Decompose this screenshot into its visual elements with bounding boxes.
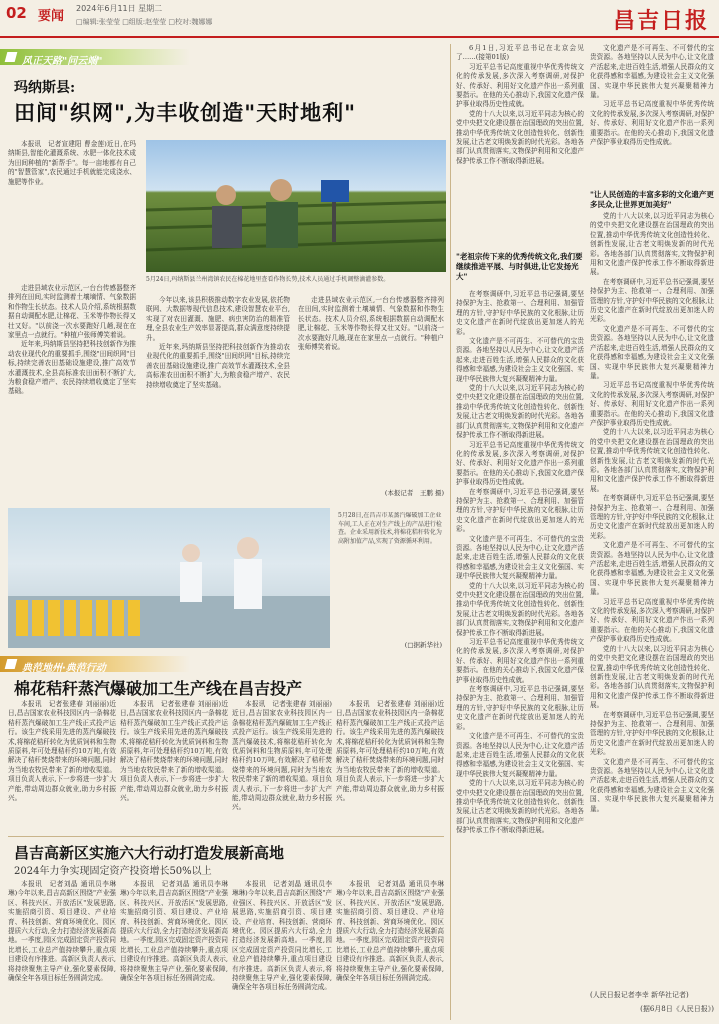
factory-photo <box>8 508 330 648</box>
paragraph: 文化遗产是不可再生、不可替代的宝贵资源。各地坚持以人民为中心,让文化遗产活起来,走进百姓生活,增强人民群众的文化获得感和幸福感,为建设社会主义文化强国、实现中华民族伟大复兴凝聚精神力量。 <box>590 44 714 100</box>
column-divider <box>450 44 451 1020</box>
paragraph: 习近平总书记高度重视中华优秀传统文化的传承发展,多次深入考察调研,对保护好、传承好、利用好文化遗产作出一系列重要指示。在他的关心推动下,我国文化遗产保护事业取得历史性成就。 <box>456 440 584 487</box>
story2-headline: 棉花秸秆蒸汽爆破加工生产线在昌吉投产 <box>14 679 303 698</box>
story1-kicker: 玛纳斯县: <box>14 80 76 96</box>
paragraph: 习近平总书记高度重视中华优秀传统文化的传承发展,多次深入考察调研,对保护好、传承好、利用好文化遗产作出一系列重要指示。在他的关心推动下,我国文化遗产保护事业取得历史性成就。 <box>456 638 584 684</box>
farm-photo <box>146 140 446 272</box>
story4-subhead-1: "老祖宗传下来的优秀传统文化,我们要继续推进平展、与时俱进,让它发扬光大" <box>456 252 583 281</box>
story2-col3 <box>232 700 332 832</box>
paragraph: 党的十八大以来,以习近平同志为核心的党中央把文化建设摆在治国理政的突出位置,推动中华优秀传统文化创造性转化、创新性发展,让古老文明焕发新的时代光彩。各地各部门认真贯彻落实,文物保护利用和文化遗产保护传承工作不断取得新进展。 <box>590 212 714 277</box>
paragraph: 习近平总书记高度重视中华优秀传统文化的传承发展,多次深入考察调研,对保护好、传承好、利用好文化遗产作出一系列重要指示。在他的关心推动下,我国文化遗产保护事业取得历史性成就。 <box>456 62 584 109</box>
paragraph: 近年来,玛纳斯县坚持把科技创新作为推动农业现代化的重要抓手,围绕"田间织网"目标,持续完善农田基础设施建设,推广高效节水灌溉技术,全县高标准农田面积不断扩大,为粮食稳产增产、农民持续增收奠定了坚实基础。 <box>146 343 290 389</box>
paragraph: 今年以来,该县积极推动数字农业发展,依托物联网、大数据等现代信息技术,建设智慧农业平台,实现了对农田灌溉、施肥、病虫害防治的精准管理,全县农业生产效率显著提高,群众满意度持续提升。 <box>146 296 290 342</box>
paragraph: 文化遗产是不可再生、不可替代的宝贵资源。各地坚持以人民为中心,让文化遗产活起来,走进百姓生活,增强人民群众的文化获得感和幸福感,为建设社会主义文化强国、实现中华民族伟大复兴凝聚精神力量。 <box>590 324 714 380</box>
paragraph: 本报讯 记者刘晶 通讯员李琳琳)今年以来,昌吉高新区围绕"产业强区、科技兴区、开放活区"发展思路,实施招商引资、项目建设、产业培育、科技创新、营商环境优化、园区提质六大行动,全力打造经济发展新高地。一季度,园区完成固定资产投资同比增长,工业总产值持续攀升,重点项目建设有序推进。高新区负责人表示,将持续聚焦主导产业,强化要素保障,确保全年各项目标任务圆满完成。 <box>232 880 332 992</box>
story4-subhead-2: "让人民创造的丰富多彩的文化遗产更多民众,让世界更加美好" <box>590 190 714 209</box>
story3-col4 <box>336 880 444 1018</box>
paragraph: 党的十八大以来,以习近平同志为核心的党中央把文化建设摆在治国理政的突出位置,推动中华优秀传统文化创造性转化、创新性发展,让古老文明焕发新的时代光彩。各地各部门认真贯彻落实,文物保护利用和文化遗产保护传承工作不断取得新进展。 <box>590 428 714 493</box>
paragraph: 本报讯 记者宣建阳 曹金莲)近日,在玛纳斯县,智能化灌溉系统、水肥一体化技术成为田间种植的"新帮手"。每一亩地都有自己的"智慧管家",农民通过手机就能完成浇水、施肥等作业。 <box>8 140 136 186</box>
story1-body-col1b <box>8 284 136 502</box>
story4-col2a <box>590 44 714 184</box>
paragraph: 在考察调研中,习近平总书记强调,要坚持保护为主、抢救第一、合理利用、加强管理的方针,守护好中华民族的文化根脉,让历史文化遗产在新时代绽放出更加迷人的光彩。 <box>456 685 584 731</box>
story3-headline: 昌吉高新区实施六大行动打造发展新高地 <box>14 844 285 862</box>
paragraph: 习近平总书记高度重视中华优秀传统文化的传承发展,多次深入考察调研,对保护好、传承好、利用好文化遗产作出一系列重要指示。在他的关心推动下,我国文化遗产保护事业取得历史性成就。 <box>590 597 714 644</box>
paragraph: 习近平总书记高度重视中华优秀传统文化的传承发展,多次深入考察调研,对保护好、传承好、利用好文化遗产作出一系列重要指示。在他的关心推动下,我国文化遗产保护事业取得历史性成就。 <box>590 100 714 147</box>
factory-photo-caption: 5月28日,在昌吉市某蒸汽爆破加工企业车间,工人正在对生产线上的产品进行检查。企业采用新技术,将棉花秸秆转化为高附加值产品,实现了资源循环利用。 <box>338 512 442 545</box>
paragraph: 6月1日,习近平总书记在北京会见了……(接第01版) <box>456 44 584 62</box>
paragraph: 走进县域农业示范区,一台台传感器整齐排列在田间,实时监测着土壤墒情、气象数据和作物生长状态。技术人员介绍,系统根据数据自动调配水肥,让棉花、玉米等作物长得又壮又好。"以前浇一次水要跑好几趟,现在在家里点一点就行。"种植户张师傅笑着说。 <box>298 296 444 352</box>
page-header <box>0 0 719 38</box>
paragraph: 党的十八大以来,以习近平同志为核心的党中央把文化建设摆在治国理政的突出位置,推动中华优秀传统文化创造性转化、创新性发展,让古老文明焕发新的时代光彩。各地各部门认真贯彻落实,文物保护利用和文化遗产保护传承工作不断取得新进展。 <box>590 644 714 710</box>
paragraph: 本报讯 记者刘晶 通讯员李琳琳)今年以来,昌吉高新区围绕"产业强区、科技兴区、开放活区"发展思路,实施招商引资、项目建设、产业培育、科技创新、营商环境优化、园区提质六大行动,全力打造经济发展新高地。一季度,园区完成固定资产投资同比增长,工业总产值持续攀升,重点项目建设有序推进。高新区负责人表示,将持续聚焦主导产业,强化要素保障,确保全年各项目标任务圆满完成。 <box>120 880 228 983</box>
paragraph: 本报讯 记者张建春 刘丽丽)近日,昌吉国家农业科技园区内一条棉花秸秆蒸汽爆破加工生产线正式投产运行。该生产线采用先进的蒸汽爆破技术,将棉花秸秆转化为优质饲料和生物质原料,年可处理秸秆约10万吨,有效解决了秸秆焚烧带来的环境问题,同时为当地农牧民带来了新的增收渠道。项目负责人表示,下一步将进一步扩大产能,带动周边群众就业,助力乡村振兴。 <box>120 700 228 803</box>
paragraph: 在考察调研中,习近平总书记强调,要坚持保护为主、抢救第一、合理利用、加强管理的方针,守护好中华民族的文化根脉,让历史文化遗产在新时代绽放出更加迷人的光彩。 <box>456 290 584 336</box>
paragraph: 党的十八大以来,以习近平同志为核心的党中央把文化建设摆在治国理政的突出位置,推动中华优秀传统文化创造性转化、创新性发展,让古老文明焕发新的时代光彩。各地各部门认真贯彻落实,文物保护利用和文化遗产保护传承工作不断取得新进展。 <box>456 779 584 835</box>
paragraph: 在考察调研中,习近平总书记强调,要坚持保护为主、抢救第一、合理利用、加强管理的方针,守护好中华民族的文化根脉,让历史文化遗产在新时代绽放出更加迷人的光彩。 <box>456 487 584 534</box>
story1-body-col3 <box>298 296 444 486</box>
section-name: 要闻 <box>38 9 65 24</box>
story1-headline: 田间"织网",为丰收创造"天时地利" <box>14 100 357 125</box>
paragraph: 走进县域农业示范区,一台台传感器整齐排列在田间,实时监测着土壤墒情、气象数据和作物生长状态。技术人员介绍,系统根据数据自动调配水肥,让棉花、玉米等作物长得又壮又好。"以前浇一次水要跑好几趟,现在在家里点一点就行。"种植户张师傅笑着说。 <box>8 284 136 340</box>
paragraph: 本报讯 记者张建春 刘丽丽)近日,昌吉国家农业科技园区内一条棉花秸秆蒸汽爆破加工生产线正式投产运行。该生产线采用先进的蒸汽爆破技术,将棉花秸秆转化为优质饲料和生物质原料,年可处理秸秆约10万吨,有效解决了秸秆焚烧带来的环境问题,同时为当地农牧民带来了新的增收渠道。项目负责人表示,下一步将进一步扩大产能,带动周边群众就业,助力乡村振兴。 <box>232 700 332 812</box>
paragraph: 党的十八大以来,以习近平同志为核心的党中央把文化建设摆在治国理政的突出位置,推动中华优秀传统文化创造性转化、创新性发展,让古老文明焕发新的时代光彩。各地各部门认真贯彻落实,文物保护利用和文化遗产保护传承工作不断取得新进展。 <box>456 384 584 440</box>
story4-col1b <box>456 290 584 1018</box>
paragraph: 文化遗产是不可再生、不可替代的宝贵资源。各地坚持以人民为中心,让文化遗产活起来,走进百姓生活,增强人民群众的文化获得感和幸福感,为建设社会主义文化强国、实现中华民族伟大复兴凝聚精神力量。 <box>456 732 584 778</box>
factory-photo-illustration <box>8 508 330 648</box>
story4-source: (据6月8日《人民日报》) <box>640 1005 714 1013</box>
paragraph: 在考察调研中,习近平总书记强调,要坚持保护为主、抢救第一、合理利用、加强管理的方针,守护好中华民族的文化根脉,让历史文化遗产在新时代绽放出更加迷人的光彩。 <box>590 710 714 757</box>
story2-col4 <box>336 700 444 832</box>
story4-col1a <box>456 44 584 248</box>
column-title: 典范地州·典范行动 <box>22 663 106 674</box>
column-banner-story1 <box>0 49 190 65</box>
farm-photo-caption: 5月24日,玛纳斯县兰州湾镇农民在棉花地里查看作物长势,技术人员通过手机调整滴灌参数。 <box>146 276 390 283</box>
paragraph: 党的十八大以来,以习近平同志为核心的党中央把文化建设摆在治国理政的突出位置,推动中华优秀传统文化创造性转化、创新性发展,让古老文明焕发新的时代光彩。各地各部门认真贯彻落实,文物保护利用和文化遗产保护传承工作不断取得新进展。 <box>456 581 584 637</box>
story3-col1 <box>8 880 116 1018</box>
page-number: 02 <box>6 4 27 22</box>
editor-credits: □编辑:张莹莹 □组版:赵莹莹 □校对:魏娜娜 <box>76 18 213 26</box>
story3-col3 <box>232 880 332 1018</box>
story2-col1 <box>8 700 116 832</box>
paragraph: 本报讯 记者张建春 刘丽丽)近日,昌吉国家农业科技园区内一条棉花秸秆蒸汽爆破加工生产线正式投产运行。该生产线采用先进的蒸汽爆破技术,将棉花秸秆转化为优质饲料和生物质原料,年可处理秸秆约10万吨,有效解决了秸秆焚烧带来的环境问题,同时为当地农牧民带来了新的增收渠道。项目负责人表示,下一步将进一步扩大产能,带动周边群众就业,助力乡村振兴。 <box>8 700 116 803</box>
story1-body-col1 <box>8 140 136 280</box>
story3-deck: 2024年力争实现固定资产投资增长50%以上 <box>14 866 212 877</box>
paragraph: 近年来,玛纳斯县坚持把科技创新作为推动农业现代化的重要抓手,围绕"田间织网"目标,持续完善农田基础设施建设,推广高效节水灌溉技术,全县高标准农田面积不断扩大,为粮食稳产增产、农民持续增收奠定了坚实基础。 <box>8 340 136 396</box>
story4-col2b <box>590 212 714 984</box>
story4-credit: (人民日报记者李幸 新华社记者) <box>590 991 689 999</box>
paragraph: 文化遗产是不可再生、不可替代的宝贵资源。各地坚持以人民为中心,让文化遗产活起来,走进百姓生活,增强人民群众的文化获得感和幸福感,为建设社会主义文化强国、实现中华民族伟大复兴凝聚精神力量。 <box>456 534 584 581</box>
paragraph: 文化遗产是不可再生、不可替代的宝贵资源。各地坚持以人民为中心,让文化遗产活起来,走进百姓生活,增强人民群众的文化获得感和幸福感,为建设社会主义文化强国、实现中华民族伟大复兴凝聚精神力量。 <box>590 757 714 813</box>
paragraph: 习近平总书记高度重视中华优秀传统文化的传承发展,多次深入考察调研,对保护好、传承好、利用好文化遗产作出一系列重要指示。在他的关心推动下,我国文化遗产保护事业取得历史性成就。 <box>590 381 714 427</box>
factory-photo-author: (□据新华社) <box>404 641 442 649</box>
story2-col2 <box>120 700 228 832</box>
paragraph: 本报讯 记者张建春 刘丽丽)近日,昌吉国家农业科技园区内一条棉花秸秆蒸汽爆破加工生产线正式投产运行。该生产线采用先进的蒸汽爆破技术,将棉花秸秆转化为优质饲料和生物质原料,年可处理秸秆约10万吨,有效解决了秸秆焚烧带来的环境问题,同时为当地农牧民带来了新的增收渠道。项目负责人表示,下一步将进一步扩大产能,带动周边群众就业,助力乡村振兴。 <box>336 700 444 803</box>
story3-col2 <box>120 880 228 1018</box>
paragraph: 在考察调研中,习近平总书记强调,要坚持保护为主、抢救第一、合理利用、加强管理的方针,守护好中华民族的文化根脉,让历史文化遗产在新时代绽放出更加迷人的光彩。 <box>590 277 714 324</box>
column-title: 风正天路"问云端" <box>22 56 103 67</box>
newspaper-logo: 昌吉日报 <box>612 8 709 34</box>
paragraph: 本报讯 记者刘晶 通讯员李琳琳)今年以来,昌吉高新区围绕"产业强区、科技兴区、开放活区"发展思路,实施招商引资、项目建设、产业培育、科技创新、营商环境优化、园区提质六大行动,全力打造经济发展新高地。一季度,园区完成固定资产投资同比增长,工业总产值持续攀升,重点项目建设有序推进。高新区负责人表示,将持续聚焦主导产业,强化要素保障,确保全年各项目标任务圆满完成。 <box>336 880 444 983</box>
paragraph: 文化遗产是不可再生、不可替代的宝贵资源。各地坚持以人民为中心,让文化遗产活起来,走进百姓生活,增强人民群众的文化获得感和幸福感,为建设社会主义文化强国、实现中华民族伟大复兴凝聚精神力量。 <box>456 337 584 383</box>
issue-date: 2024年6月11日 星期二 <box>76 4 163 13</box>
column-banner-story2 <box>0 656 190 672</box>
story1-author: (本报记者 王鹏 摄) <box>384 489 444 497</box>
paragraph: 文化遗产是不可再生、不可替代的宝贵资源。各地坚持以人民为中心,让文化遗产活起来,走进百姓生活,增强人民群众的文化获得感和幸福感,为建设社会主义文化强国、实现中华民族伟大复兴凝聚精神力量。 <box>590 541 714 597</box>
story1-body-col2 <box>146 296 290 496</box>
farm-photo-illustration <box>146 140 446 272</box>
divider <box>8 836 444 837</box>
paragraph: 本报讯 记者刘晶 通讯员李琳琳)今年以来,昌吉高新区围绕"产业强区、科技兴区、开放活区"发展思路,实施招商引资、项目建设、产业培育、科技创新、营商环境优化、园区提质六大行动,全力打造经济发展新高地。一季度,园区完成固定资产投资同比增长,工业总产值持续攀升,重点项目建设有序推进。高新区负责人表示,将持续聚焦主导产业,强化要素保障,确保全年各项目标任务圆满完成。 <box>8 880 116 983</box>
paragraph: 在考察调研中,习近平总书记强调,要坚持保护为主、抢救第一、合理利用、加强管理的方针,守护好中华民族的文化根脉,让历史文化遗产在新时代绽放出更加迷人的光彩。 <box>590 494 714 540</box>
paragraph: 党的十八大以来,以习近平同志为核心的党中央把文化建设摆在治国理政的突出位置,推动中华优秀传统文化创造性转化、创新性发展,让古老文明焕发新的时代光彩。各地各部门认真贯彻落实,文物保护利用和文化遗产保护传承工作不断取得新进展。 <box>456 109 584 165</box>
